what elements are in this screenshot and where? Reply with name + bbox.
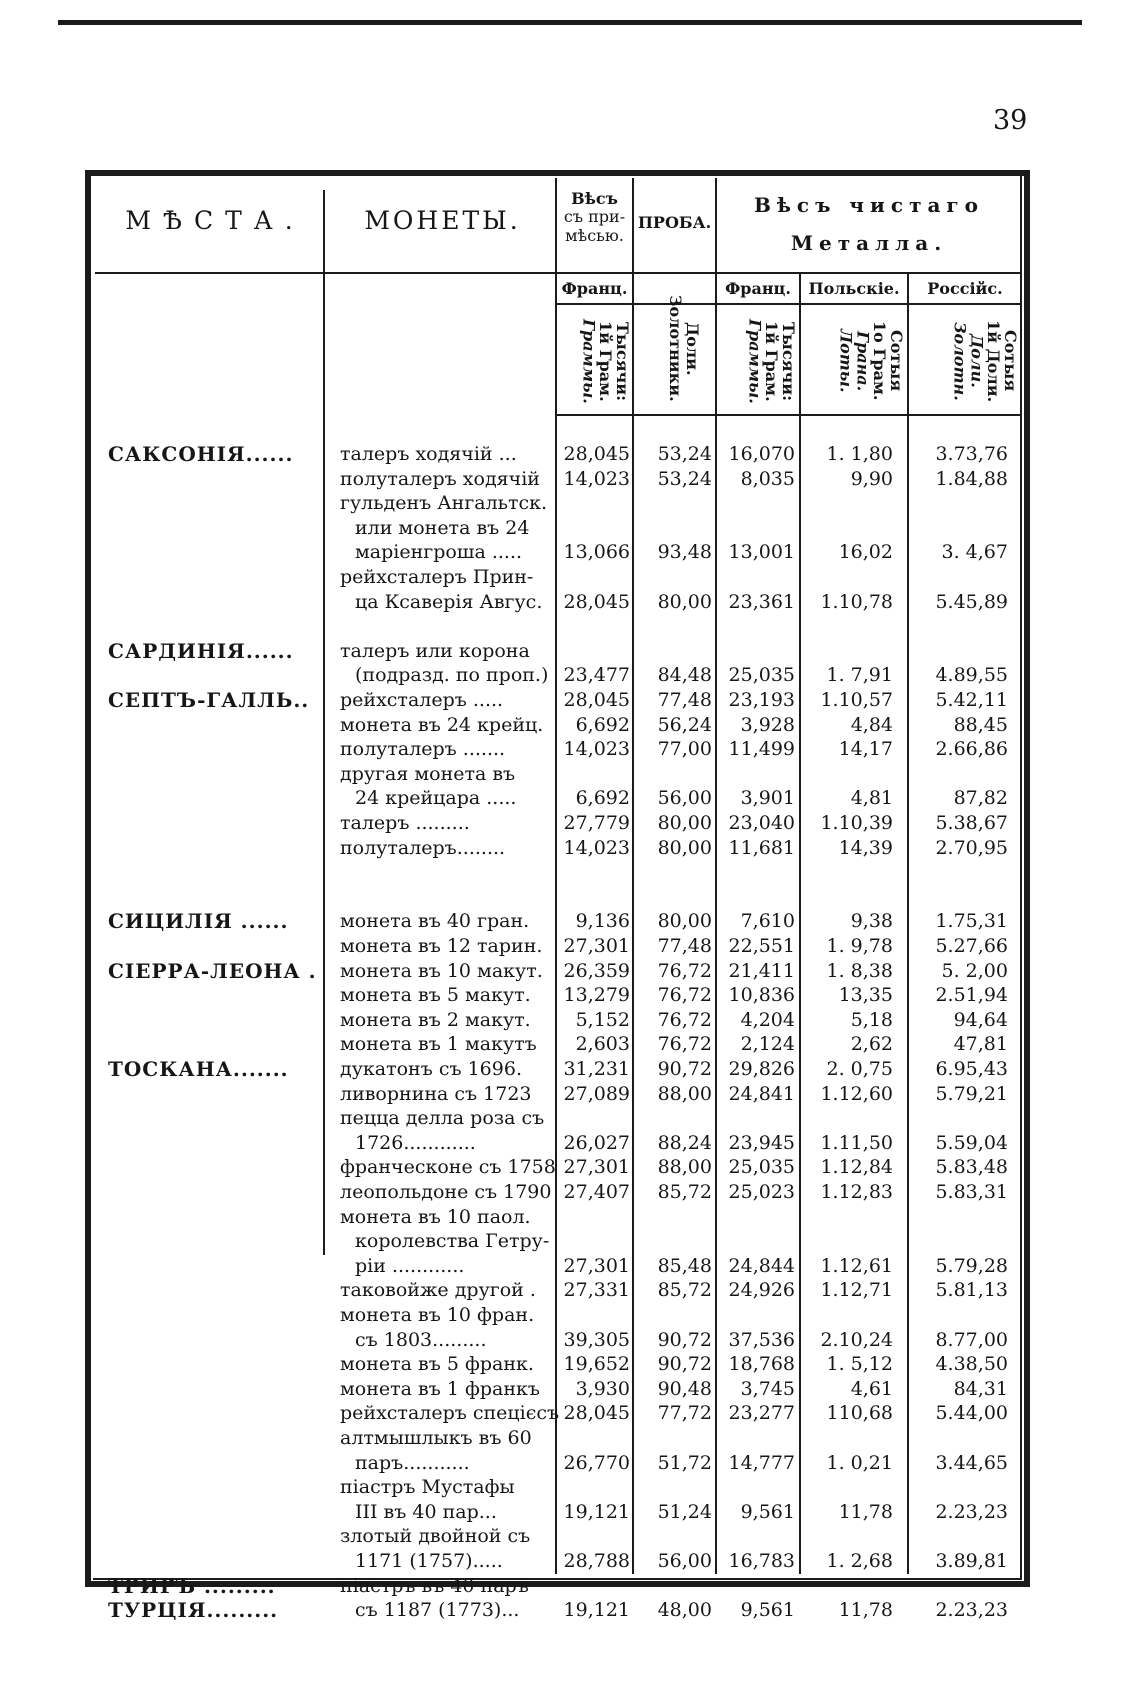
subheader-franc-pure [722,310,796,412]
value-f: 9,561 [740,1599,795,1622]
header-russian: Россійс. [927,279,1003,298]
value-p: 77,48 [657,935,712,957]
coin-name: дукатонъ съ 1696. [340,1058,522,1080]
value-p: 93,48 [657,541,712,564]
coin-name: королевства Гетру- [355,1230,550,1253]
value-p: 56,00 [657,1550,712,1572]
value-f: 11,499 [728,738,795,761]
value-w: 19,121 [563,1599,630,1622]
value-pl: 1. 1,80 [826,443,893,465]
coin-name: 24 крейцара ..... [355,787,517,810]
coin-name: монета въ 2 макут. [340,1008,531,1031]
header-polish: Польскіе. [808,279,900,298]
value-pl: 9,90 [850,467,893,490]
place-name: ТОСКАНА....... [108,1057,289,1081]
sub-pl-4: Лоты. [836,329,856,393]
coin-name: піастръ въ 40 паръ [340,1574,529,1597]
sub-ru-4: Золотн. [950,321,970,401]
value-f: 24,844 [728,1254,795,1277]
header-line-2 [555,303,1021,305]
value-w: 19,652 [563,1353,630,1376]
header-line-1 [95,272,1021,274]
coin-name: пецца делла роза съ [340,1107,545,1130]
value-r: 5.79,21 [935,1082,1008,1105]
sub-ru-1: Сотыя [1001,330,1020,392]
value-w: 26,359 [563,959,630,982]
sub-pl-3: Грана. [853,330,873,392]
value-w: 13,279 [563,984,630,1007]
coin-name: леопольдоне съ 1790 [340,1181,552,1203]
value-pl: 1.10,39 [820,812,893,834]
value-pl: 1.11,50 [820,1131,893,1154]
value-f: 23,361 [728,590,795,613]
value-f: 25,023 [728,1181,795,1203]
value-w: 27,407 [563,1181,630,1203]
value-p: 53,24 [657,467,712,490]
sub-fw-1: Тысячи: [613,321,632,401]
value-f: 7,610 [740,910,795,933]
value-f: 23,193 [728,689,795,711]
coin-name: съ 1803......... [355,1328,487,1351]
sub-fw-3: Граммы. [579,318,599,404]
value-p: 51,72 [657,1451,712,1474]
place-name: САКСОНІЯ...... [108,442,294,466]
header-weight-alloy [557,190,632,245]
value-r: 2.70,95 [935,836,1008,859]
value-pl: 1.12,61 [820,1254,893,1277]
value-r: 5.38,67 [935,812,1008,834]
value-w: 14,023 [563,738,630,761]
sub-pl-2: 1о Грам. [870,321,890,401]
coin-name: 1171 (1757)..... [355,1550,503,1572]
value-r: 2.23,23 [935,1599,1008,1622]
value-w: 28,045 [563,689,630,711]
sub-fw-2: 1й Грам. [596,320,616,402]
subheader-polish [806,310,904,412]
value-p: 56,00 [657,787,712,810]
value-r: 5.44,00 [935,1402,1008,1425]
value-r: 5.81,13 [935,1279,1008,1302]
sub-pr-1: Доли. [683,321,702,376]
header-places: МѢСТА. [125,206,305,235]
value-p: 88,00 [657,1156,712,1179]
header-coins: МОНЕТЫ. [364,206,521,235]
value-w: 31,231 [563,1058,630,1080]
coin-name: монета въ 12 тарин. [340,935,543,957]
value-pl: 2,62 [850,1033,893,1056]
value-p: 77,00 [657,738,712,761]
value-w: 3,930 [575,1377,630,1400]
coin-name: таковойже другой . [340,1279,536,1302]
value-p: 76,72 [657,1008,712,1031]
sub-fp-2: 1й Грам. [762,320,782,402]
coin-name: III въ 40 пар... [355,1500,497,1523]
coin-name: монета въ 10 паол. [340,1205,531,1228]
value-pl: 1. 0,21 [826,1451,893,1474]
value-w: 28,045 [563,443,630,465]
value-p: 90,72 [657,1058,712,1080]
value-p: 88,24 [657,1131,712,1154]
subheader-proba [650,285,700,412]
coin-name: ца Ксаверія Авгус. [355,590,543,613]
value-r: 5.27,66 [935,935,1008,957]
header-pure-weight-1: Вѣсъ чистаго [753,193,985,217]
value-w: 27,301 [563,935,630,957]
value-pl: 4,84 [850,713,893,736]
value-r: 84,31 [953,1377,1008,1400]
value-f: 3,745 [740,1377,795,1400]
value-pl: 14,39 [838,836,893,859]
value-w: 39,305 [563,1328,630,1351]
value-pl: 2. 0,75 [826,1058,893,1080]
value-p: 56,24 [657,713,712,736]
header-franc-pure: Франц. [725,279,791,298]
coin-name: съ 1187 (1773)... [355,1599,520,1622]
coin-name: монета въ 1 макутъ [340,1033,537,1056]
value-f: 37,536 [728,1328,795,1351]
value-r: 4.89,55 [935,664,1008,687]
value-f: 21,411 [728,959,795,982]
coin-name: алтмышлыкъ въ 60 [340,1427,532,1449]
coin-name: піастръ Мустафы [340,1476,515,1499]
value-w: 27,331 [563,1279,630,1302]
value-f: 23,040 [728,812,795,834]
value-r: 4.38,50 [935,1353,1008,1376]
coin-name: полуталеръ........ [340,836,506,859]
value-p: 76,72 [657,984,712,1007]
value-f: 14,777 [728,1451,795,1474]
coin-name: гульденъ Ангальтск. [340,492,548,515]
header-line-3 [555,414,1021,416]
header-weight-line1: Вѣсъ [571,189,618,208]
value-r: 5.45,89 [935,590,1008,613]
value-pl: 1. 2,68 [826,1550,893,1572]
coin-name: талеръ или корона [340,639,530,662]
value-pl: 1.12,83 [820,1181,893,1203]
coin-name: ріи ............ [355,1254,465,1277]
value-pl: 14,17 [838,738,893,761]
sub-pr-2: Золотники. [666,295,686,402]
coin-name: паръ........... [355,1451,470,1474]
value-r: 1.75,31 [935,910,1008,933]
value-r: 87,82 [953,787,1008,810]
value-r: 5.83,48 [935,1156,1008,1179]
coin-name: монета въ 1 франкъ [340,1377,540,1400]
value-pl: 5,18 [850,1008,893,1031]
value-r: 5.42,11 [935,689,1008,711]
value-r: 8.77,00 [935,1328,1008,1351]
value-r: 2.23,23 [935,1500,1008,1523]
value-p: 80,00 [657,910,712,933]
value-p: 80,00 [657,812,712,834]
value-f: 2,124 [740,1033,795,1056]
value-r: 88,45 [953,713,1008,736]
place-name: САРДИНІЯ...... [108,638,294,663]
value-pl: 1. 9,78 [826,935,893,957]
value-p: 76,72 [657,959,712,982]
coin-name: рейхсталеръ спецієсъ [340,1402,560,1425]
coin-name: талеръ ......... [340,812,470,834]
value-p: 53,24 [657,443,712,465]
value-f: 24,841 [728,1082,795,1105]
value-w: 9,136 [575,910,630,933]
value-r: 5.83,31 [935,1181,1008,1203]
value-p: 85,72 [657,1279,712,1302]
value-p: 80,00 [657,836,712,859]
header-franc: Франц. [561,279,628,298]
value-r: 3.73,76 [935,443,1008,465]
value-f: 16,070 [728,443,795,465]
value-f: 18,768 [728,1353,795,1376]
value-p: 85,48 [657,1254,712,1277]
value-p: 76,72 [657,1033,712,1056]
coin-name: 1726............ [355,1131,476,1154]
coin-name: рейхсталеръ ..... [340,689,504,711]
coin-name: монета въ 24 крейц. [340,713,544,736]
value-pl: 1. 5,12 [826,1353,893,1376]
place-name: СИЦИЛІЯ ...... [108,909,289,934]
value-r: 3.44,65 [935,1451,1008,1474]
coin-name: монета въ 5 макут. [340,984,531,1007]
value-f: 25,035 [728,1156,795,1179]
value-pl: 1. 8,38 [826,959,893,982]
place-name: ТРИРЪ ......... [108,1573,276,1598]
value-w: 28,045 [563,1402,630,1425]
coin-name: (подразд. по проп.) [355,664,549,687]
coin-name: маріенгроша ..... [355,541,523,564]
value-p: 90,72 [657,1353,712,1376]
coin-name: монета въ 5 франк. [340,1353,534,1376]
value-w: 14,023 [563,467,630,490]
value-f: 3,901 [740,787,795,810]
coin-name: франческоне съ 1758 [340,1156,556,1179]
value-pl: 2.10,24 [820,1328,893,1351]
value-f: 13,001 [728,541,795,564]
value-w: 27,301 [563,1156,630,1179]
header-weight-line2: съ при- [563,207,626,227]
value-pl: 13,35 [838,984,893,1007]
header-weight-line3: мѣсью. [565,225,624,245]
value-f: 24,926 [728,1279,795,1302]
sub-fp-1: Тысячи: [779,321,798,401]
value-pl: 1.10,57 [820,689,893,711]
value-pl: 4,81 [850,787,893,810]
value-r: 94,64 [953,1008,1008,1031]
value-pl: 9,38 [850,910,893,933]
value-pl: 16,02 [838,541,893,564]
value-w: 27,089 [563,1082,630,1105]
coin-name: или монета въ 24 [355,516,530,539]
value-w: 6,692 [575,787,630,810]
value-p: 88,00 [657,1082,712,1105]
value-f: 23,945 [728,1131,795,1154]
col-divider-places [323,190,325,1255]
value-pl: 110,68 [826,1402,893,1425]
value-p: 80,00 [657,590,712,613]
value-p: 77,72 [657,1402,712,1425]
value-w: 5,152 [575,1008,630,1031]
value-f: 10,836 [728,984,795,1007]
sub-pl-1: Сотыя [887,330,906,392]
coin-name: монета въ 10 фран. [340,1304,535,1326]
value-r: 5.79,28 [935,1254,1008,1277]
coin-name: полуталеръ ходячій [340,467,540,490]
value-p: 48,00 [657,1599,712,1622]
value-w: 27,301 [563,1254,630,1277]
coin-name: монета въ 10 макут. [340,959,543,982]
sub-ru-3: Доли. [967,334,987,388]
value-w: 23,477 [563,664,630,687]
sub-fp-3: Граммы. [745,318,765,404]
coin-name: рейхсталеръ Прин- [340,566,534,588]
value-w: 14,023 [563,836,630,859]
coin-name: монета въ 40 гран. [340,910,530,933]
value-f: 4,204 [740,1008,795,1031]
subheader-franc-weight [560,310,630,412]
page-number: 39 [993,105,1028,136]
value-r: 3. 4,67 [941,541,1008,564]
value-w: 13,066 [563,541,630,564]
coin-name: ливорнина съ 1723 [340,1082,532,1105]
subheader-russian [914,310,1018,412]
value-pl: 11,78 [838,1599,893,1622]
top-rule [58,20,1082,25]
place-name: СЕПТЪ-ГАЛЛЬ.. [108,688,310,712]
value-f: 11,681 [728,836,795,859]
value-w: 28,788 [563,1550,630,1572]
value-f: 9,561 [740,1500,795,1523]
place-name: СІЕРРА-ЛЕОНА . [108,958,317,983]
value-r: 2.51,94 [935,984,1008,1007]
value-f: 16,783 [728,1550,795,1572]
value-pl: 1.12,60 [820,1082,893,1105]
coin-name: другая монета въ [340,762,516,785]
value-f: 3,928 [740,713,795,736]
value-f: 22,551 [728,935,795,957]
value-p: 51,24 [657,1500,712,1523]
value-r: 1.84,88 [935,467,1008,490]
value-p: 90,48 [657,1377,712,1400]
value-p: 84,48 [657,664,712,687]
value-r: 6.95,43 [935,1058,1008,1080]
value-w: 2,603 [575,1033,630,1056]
value-r: 47,81 [953,1033,1008,1056]
value-r: 5. 2,00 [941,959,1008,982]
value-p: 85,72 [657,1181,712,1203]
value-f: 8,035 [740,467,795,490]
coin-name: полуталеръ ....... [340,738,506,761]
coin-name: талеръ ходячій ... [340,443,517,465]
value-pl: 4,61 [850,1377,893,1400]
sub-ru-2: 1й Доли. [984,319,1004,403]
value-f: 25,035 [728,664,795,687]
value-f: 23,277 [728,1402,795,1425]
value-w: 27,779 [563,812,630,834]
value-pl: 1.12,84 [820,1156,893,1179]
value-p: 90,72 [657,1328,712,1351]
coin-name: злотый двойной съ [340,1525,531,1548]
value-w: 26,027 [563,1131,630,1154]
value-pl: 1.10,78 [820,590,893,613]
value-w: 6,692 [575,713,630,736]
value-pl: 1. 7,91 [826,664,893,687]
value-pl: 11,78 [838,1500,893,1523]
value-pl: 1.12,71 [820,1279,893,1302]
value-w: 28,045 [563,590,630,613]
value-r: 3.89,81 [935,1550,1008,1572]
place-name: ТУРЦІЯ......... [108,1598,279,1623]
header-proba: ПРОБА. [637,213,712,232]
value-f: 29,826 [728,1058,795,1080]
value-r: 2.66,86 [935,738,1008,761]
value-w: 26,770 [563,1451,630,1474]
header-pure-weight-2: Металла. [790,231,948,255]
value-p: 77,48 [657,689,712,711]
value-w: 19,121 [563,1500,630,1523]
value-r: 5.59,04 [935,1131,1008,1154]
